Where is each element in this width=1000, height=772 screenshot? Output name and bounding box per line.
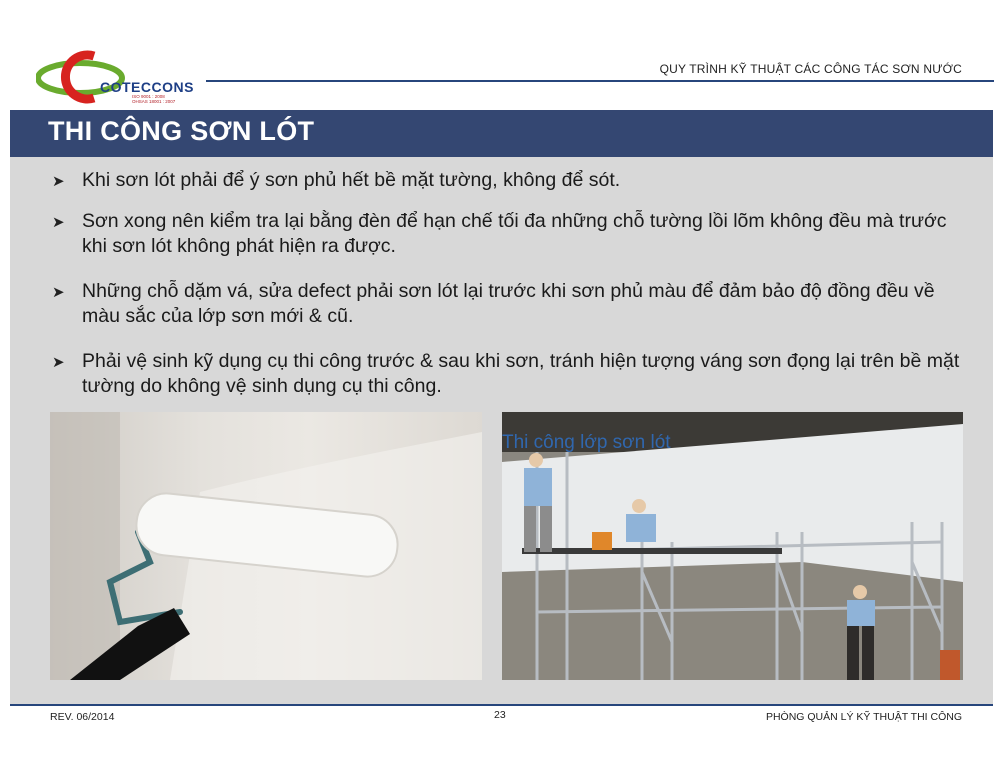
paint-roller-photo	[50, 412, 482, 680]
header-rule	[206, 80, 994, 82]
paint-roller-image	[50, 412, 482, 680]
logo-certifications	[132, 94, 175, 104]
bullet-text: Phải vệ sinh kỹ dụng cụ thi công trước & sau khi sơn, tránh hiện tượng váng sơn đọng lại trên bề mặt tường do không vệ sinh dụng cụ thi công.	[82, 350, 960, 397]
bullet-list	[52, 168, 972, 419]
document-title: QUY TRÌNH KỸ THUẬT CÁC CÔNG TÁC SƠN NƯỚC	[659, 62, 962, 76]
arrow-bullet-icon: ➤	[52, 354, 65, 371]
arrow-bullet-icon: ➤	[52, 284, 65, 301]
bullet-text: Sơn xong nên kiểm tra lại bằng đèn để hạn chế tối đa những chỗ tường lồi lõm không đều mà trước khi sơn lót không phát hiện ra được.	[82, 210, 947, 257]
logo-brand-text: COTECCONS	[100, 79, 194, 95]
bullet-text: Những chỗ dặm vá, sửa defect phải sơn lót lại trước khi sơn phủ màu để đảm bảo độ đồng đều về màu sắc của lớp sơn mới & cũ.	[82, 280, 935, 327]
logo-cert-line: ISO 9001 : 2008	[132, 94, 165, 99]
page-number: 23	[494, 709, 506, 721]
arrow-bullet-icon: ➤	[52, 173, 65, 190]
slide-title: THI CÔNG SƠN LÓT	[48, 116, 315, 146]
bullet-text: Khi sơn lót phải để ý sơn phủ hết bề mặt tường, không để sót.	[82, 169, 621, 191]
bullet-item	[52, 209, 972, 259]
bullet-item	[52, 279, 972, 329]
bullet-item	[52, 168, 972, 193]
logo-cert-line: OHSAS 18001 : 2007	[132, 99, 176, 104]
company-logo	[36, 44, 196, 106]
footer-rule	[10, 704, 993, 706]
department-label: PHÒNG QUẢN LÝ KỸ THUẬT THI CÔNG	[765, 711, 962, 723]
revision-label: REV. 06/2014	[50, 711, 115, 723]
bullet-item	[52, 349, 972, 399]
photo-caption: Thi công lớp sơn lót	[502, 432, 671, 453]
arrow-bullet-icon: ➤	[52, 214, 65, 231]
